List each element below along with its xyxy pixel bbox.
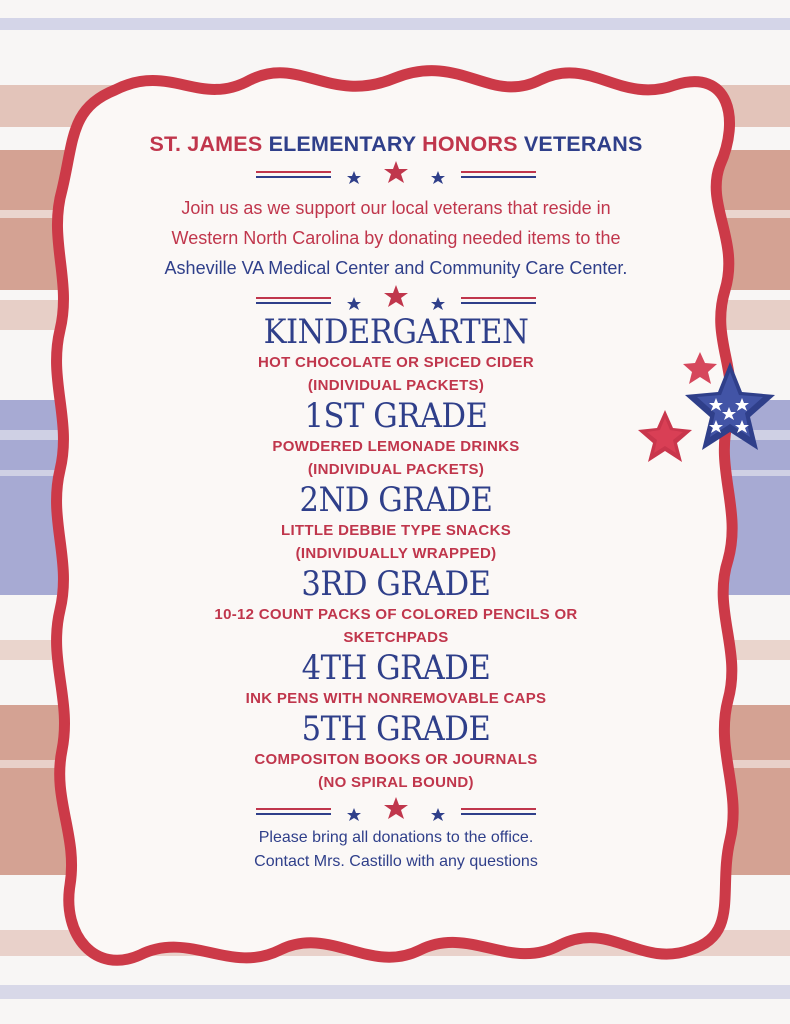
title-part-2: ELEMENTARY <box>268 132 416 156</box>
star-icon <box>431 171 445 184</box>
grade-heading: 4TH GRADE <box>301 648 491 688</box>
grade-item: (NO SPIRAL BOUND) <box>318 774 474 791</box>
star-divider <box>246 794 546 826</box>
grade-heading: KINDERGARTEN <box>263 312 529 352</box>
grade-section-4th <box>80 649 712 710</box>
grade-item: 10-12 COUNT PACKS OF COLORED PENCILS OR <box>214 606 578 623</box>
star-divider <box>246 283 546 313</box>
grade-item: INK PENS WITH NONREMOVABLE CAPS <box>245 690 547 707</box>
grade-section-1st <box>80 397 712 481</box>
footer-line-2: Contact Mrs. Castillo with any questions <box>254 853 538 870</box>
grade-item: (INDIVIDUAL PACKETS) <box>307 377 485 394</box>
grade-heading: 5TH GRADE <box>301 709 491 749</box>
star-divider <box>246 157 546 191</box>
intro-line-1: Join us as we support our local veterans that reside in <box>181 198 611 218</box>
grade-item: LITTLE DEBBIE TYPE SNACKS <box>280 522 512 539</box>
grade-item: (INDIVIDUALLY WRAPPED) <box>295 545 497 562</box>
intro-line-3: Asheville VA Medical Center and Community Care Center. <box>164 258 628 278</box>
grade-item: (INDIVIDUAL PACKETS) <box>307 461 485 478</box>
grade-heading: 3RD GRADE <box>301 564 491 604</box>
grade-item: COMPOSITON BOOKS OR JOURNALS <box>254 751 538 768</box>
grade-heading: 1ST GRADE <box>304 396 488 436</box>
star-icon <box>347 808 361 821</box>
grade-item: SKETCHPADS <box>343 629 449 646</box>
title-part-4: VETERANS <box>523 132 643 156</box>
footer-line-1: Please bring all donations to the office. <box>258 829 534 846</box>
grade-section-kindergarten <box>80 313 712 397</box>
star-icon <box>431 808 445 821</box>
grade-item: POWDERED LEMONADE DRINKS <box>272 438 520 455</box>
intro-text <box>80 193 712 283</box>
title-part-1: ST. JAMES <box>149 132 263 156</box>
footer-text <box>80 826 712 874</box>
grade-section-5th <box>80 710 712 794</box>
star-icon <box>347 171 361 184</box>
grade-heading: 2ND GRADE <box>299 480 493 520</box>
grade-section-3rd <box>80 565 712 649</box>
intro-line-2: Western North Carolina by donating needed items to the <box>171 228 621 248</box>
star-icon <box>431 297 445 310</box>
title-part-3: HONORS <box>422 132 518 156</box>
page-title <box>80 132 712 157</box>
star-icon <box>384 285 408 307</box>
star-icon <box>384 161 408 183</box>
star-icon <box>347 297 361 310</box>
grade-section-2nd <box>80 481 712 565</box>
star-icon <box>384 797 408 819</box>
grade-item: HOT CHOCOLATE OR SPICED CIDER <box>258 354 534 371</box>
flyer-content <box>80 120 712 874</box>
